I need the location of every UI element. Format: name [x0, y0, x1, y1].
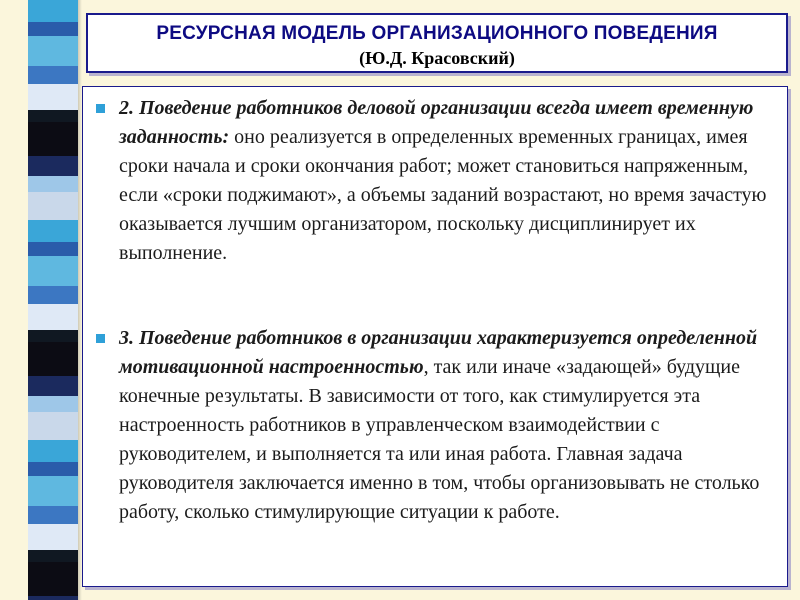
paragraph-body: , так или иначе «задающей» будущие конечные результаты. В зависимости от того, как стимулируется эта настроенность работников в управленческом взаимодействии с руководителем, и выполняется та или иная работа. Главная задача руководителя заключается именно в том, чтобы организовывать не столько работу, сколько стимулирующие ситуации к работе. — [119, 356, 760, 523]
stripe-segment — [28, 22, 78, 36]
stripe-segment — [28, 242, 78, 256]
content-box — [82, 86, 788, 587]
stripe-segment — [28, 286, 78, 304]
slide-subtitle-author: (Ю.Д. Красовский) — [359, 48, 515, 68]
stripe-segment — [28, 110, 78, 122]
stripe-segment — [28, 342, 78, 376]
stripe-segment — [28, 192, 78, 220]
stripe-segment — [28, 396, 78, 412]
bullet-square-icon — [96, 104, 105, 113]
stripe-segment — [28, 462, 78, 476]
stripe-segment — [28, 550, 78, 562]
stripe-segment — [28, 440, 78, 462]
stripe-segment — [28, 84, 78, 110]
stripe-segment — [28, 376, 78, 396]
slide-title: РЕСУРСНАЯ МОДЕЛЬ ОРГАНИЗАЦИОННОГО ПОВЕДЕНИЯ — [156, 23, 718, 44]
paragraph-lead: 3. Поведение работников в организации характеризуется определенной мотивационной настроенностью — [119, 327, 758, 378]
stripe-segment — [28, 596, 78, 600]
stripe-segment — [28, 562, 78, 596]
stripe-segment — [28, 156, 78, 176]
paragraph-item — [119, 94, 777, 268]
stripe-segment — [28, 36, 78, 66]
stripe-segment — [28, 330, 78, 342]
stripe-segment — [28, 476, 78, 506]
stripe-segment — [28, 506, 78, 524]
title-box — [86, 13, 788, 73]
stripe-segment — [28, 0, 78, 22]
stripe-segment — [28, 66, 78, 84]
stripe-segment — [28, 122, 78, 156]
stripe-segment — [28, 412, 78, 440]
paragraph-item — [119, 324, 777, 527]
stripe-segment — [28, 176, 78, 192]
stripe-segment — [28, 220, 78, 242]
stripe-segment — [28, 304, 78, 330]
stripe-segment — [28, 524, 78, 550]
paragraph-lead: 2. Поведение работников деловой организации всегда имеет временную заданность: — [119, 97, 754, 148]
stripe-segment — [28, 256, 78, 286]
paragraph-body: оно реализуется в определенных временных границах, имея сроки начала и сроки окончания работ; может становиться напряженным, если «сроки поджимают», а объемы заданий возрастают, но время зачастую оказывается лучшим организатором, поскольку дисциплинирует их выполнение. — [119, 126, 767, 264]
bullet-square-icon — [96, 334, 105, 343]
decorative-stripe-bar — [28, 0, 78, 600]
